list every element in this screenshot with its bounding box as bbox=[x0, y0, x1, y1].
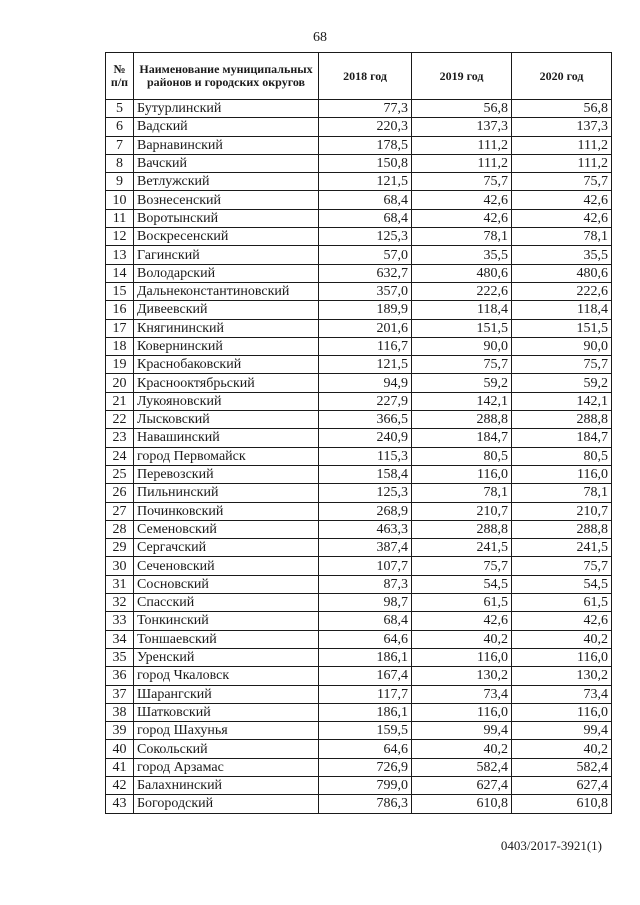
row-number: 17 bbox=[106, 319, 134, 337]
table-row bbox=[106, 100, 612, 118]
table-row bbox=[106, 374, 612, 392]
value-2018: 366,5 bbox=[319, 411, 412, 429]
row-number: 31 bbox=[106, 575, 134, 593]
table-row bbox=[106, 429, 612, 447]
value-2018: 117,7 bbox=[319, 685, 412, 703]
value-2020: 610,8 bbox=[512, 795, 612, 813]
row-number: 22 bbox=[106, 411, 134, 429]
value-2018: 57,0 bbox=[319, 246, 412, 264]
municipality-name: Тоншаевский bbox=[134, 630, 319, 648]
value-2019: 241,5 bbox=[412, 539, 512, 557]
table-row bbox=[106, 703, 612, 721]
value-2018: 799,0 bbox=[319, 776, 412, 794]
table-row bbox=[106, 136, 612, 154]
value-2019: 118,4 bbox=[412, 301, 512, 319]
value-2020: 582,4 bbox=[512, 758, 612, 776]
municipality-name: Сокольский bbox=[134, 740, 319, 758]
value-2019: 288,8 bbox=[412, 520, 512, 538]
value-2019: 627,4 bbox=[412, 776, 512, 794]
value-2020: 61,5 bbox=[512, 594, 612, 612]
value-2018: 87,3 bbox=[319, 575, 412, 593]
value-2020: 42,6 bbox=[512, 209, 612, 227]
value-2019: 73,4 bbox=[412, 685, 512, 703]
table-row bbox=[106, 301, 612, 319]
value-2018: 186,1 bbox=[319, 648, 412, 666]
value-2020: 56,8 bbox=[512, 100, 612, 118]
value-2019: 75,7 bbox=[412, 356, 512, 374]
table-row bbox=[106, 740, 612, 758]
value-2018: 220,3 bbox=[319, 118, 412, 136]
municipality-name: Шарангский bbox=[134, 685, 319, 703]
table-row bbox=[106, 667, 612, 685]
document-code: 0403/2017-3921(1) bbox=[500, 838, 602, 853]
row-number: 32 bbox=[106, 594, 134, 612]
municipality-name: Лукояновский bbox=[134, 392, 319, 410]
municipality-name: Тонкинский bbox=[134, 612, 319, 630]
row-number: 16 bbox=[106, 301, 134, 319]
value-2018: 158,4 bbox=[319, 465, 412, 483]
value-2018: 64,6 bbox=[319, 740, 412, 758]
table-row bbox=[106, 795, 612, 813]
municipality-name: Починковский bbox=[134, 502, 319, 520]
row-number: 21 bbox=[106, 392, 134, 410]
value-2018: 240,9 bbox=[319, 429, 412, 447]
value-2019: 56,8 bbox=[412, 100, 512, 118]
value-2019: 54,5 bbox=[412, 575, 512, 593]
value-2019: 42,6 bbox=[412, 191, 512, 209]
row-number: 39 bbox=[106, 722, 134, 740]
municipality-name: Сосновский bbox=[134, 575, 319, 593]
municipality-name: Шатковский bbox=[134, 703, 319, 721]
table-row bbox=[106, 722, 612, 740]
value-2019: 222,6 bbox=[412, 282, 512, 300]
value-2018: 115,3 bbox=[319, 447, 412, 465]
municipality-name: Вознесенский bbox=[134, 191, 319, 209]
table-row bbox=[106, 484, 612, 502]
header-2020: 2020 год bbox=[512, 53, 612, 100]
value-2020: 111,2 bbox=[512, 136, 612, 154]
municipality-name: Семеновский bbox=[134, 520, 319, 538]
value-2018: 786,3 bbox=[319, 795, 412, 813]
municipality-name: Краснооктябрьский bbox=[134, 374, 319, 392]
value-2019: 40,2 bbox=[412, 630, 512, 648]
municipality-name: Сергачский bbox=[134, 539, 319, 557]
row-number: 34 bbox=[106, 630, 134, 648]
value-2018: 68,4 bbox=[319, 191, 412, 209]
value-2020: 288,8 bbox=[512, 520, 612, 538]
table-header-row bbox=[106, 53, 612, 100]
municipality-name: Балахнинский bbox=[134, 776, 319, 794]
value-2019: 184,7 bbox=[412, 429, 512, 447]
value-2019: 116,0 bbox=[412, 703, 512, 721]
row-number: 20 bbox=[106, 374, 134, 392]
header-2019: 2019 год bbox=[412, 53, 512, 100]
value-2019: 75,7 bbox=[412, 557, 512, 575]
value-2019: 288,8 bbox=[412, 411, 512, 429]
row-number: 23 bbox=[106, 429, 134, 447]
value-2020: 116,0 bbox=[512, 648, 612, 666]
row-number: 9 bbox=[106, 173, 134, 191]
value-2018: 178,5 bbox=[319, 136, 412, 154]
municipality-name: Дивеевский bbox=[134, 301, 319, 319]
value-2018: 94,9 bbox=[319, 374, 412, 392]
value-2020: 99,4 bbox=[512, 722, 612, 740]
value-2020: 42,6 bbox=[512, 191, 612, 209]
table-row bbox=[106, 594, 612, 612]
municipality-name: Вачский bbox=[134, 154, 319, 172]
value-2020: 75,7 bbox=[512, 557, 612, 575]
municipality-name: Воротынский bbox=[134, 209, 319, 227]
table-row bbox=[106, 758, 612, 776]
page-number: 68 bbox=[313, 30, 327, 45]
value-2019: 35,5 bbox=[412, 246, 512, 264]
municipality-name: Лысковский bbox=[134, 411, 319, 429]
value-2019: 78,1 bbox=[412, 484, 512, 502]
row-number: 10 bbox=[106, 191, 134, 209]
row-number: 30 bbox=[106, 557, 134, 575]
value-2019: 78,1 bbox=[412, 228, 512, 246]
row-number: 18 bbox=[106, 337, 134, 355]
row-number: 6 bbox=[106, 118, 134, 136]
value-2019: 480,6 bbox=[412, 264, 512, 282]
value-2020: 210,7 bbox=[512, 502, 612, 520]
table-row bbox=[106, 447, 612, 465]
header-name: Наименование муниципальных районов и городских округов bbox=[134, 53, 319, 100]
table-row bbox=[106, 154, 612, 172]
row-number: 14 bbox=[106, 264, 134, 282]
table-row bbox=[106, 392, 612, 410]
value-2018: 159,5 bbox=[319, 722, 412, 740]
value-2020: 80,5 bbox=[512, 447, 612, 465]
row-number: 5 bbox=[106, 100, 134, 118]
value-2018: 98,7 bbox=[319, 594, 412, 612]
value-2019: 142,1 bbox=[412, 392, 512, 410]
value-2018: 68,4 bbox=[319, 209, 412, 227]
row-number: 25 bbox=[106, 465, 134, 483]
table-row bbox=[106, 246, 612, 264]
value-2020: 40,2 bbox=[512, 630, 612, 648]
municipality-name: Княгининский bbox=[134, 319, 319, 337]
value-2020: 627,4 bbox=[512, 776, 612, 794]
value-2020: 184,7 bbox=[512, 429, 612, 447]
municipality-name: Уренский bbox=[134, 648, 319, 666]
municipality-name: Дальнеконстантиновский bbox=[134, 282, 319, 300]
value-2018: 268,9 bbox=[319, 502, 412, 520]
row-number: 35 bbox=[106, 648, 134, 666]
value-2019: 610,8 bbox=[412, 795, 512, 813]
value-2019: 130,2 bbox=[412, 667, 512, 685]
municipality-name: Краснобаковский bbox=[134, 356, 319, 374]
value-2019: 80,5 bbox=[412, 447, 512, 465]
table-row bbox=[106, 539, 612, 557]
header-number: № п/п bbox=[106, 53, 134, 100]
municipality-name: Бутурлинский bbox=[134, 100, 319, 118]
value-2020: 35,5 bbox=[512, 246, 612, 264]
value-2018: 116,7 bbox=[319, 337, 412, 355]
value-2019: 59,2 bbox=[412, 374, 512, 392]
value-2018: 726,9 bbox=[319, 758, 412, 776]
value-2020: 78,1 bbox=[512, 228, 612, 246]
value-2018: 632,7 bbox=[319, 264, 412, 282]
table-row bbox=[106, 502, 612, 520]
row-number: 24 bbox=[106, 447, 134, 465]
row-number: 29 bbox=[106, 539, 134, 557]
value-2020: 111,2 bbox=[512, 154, 612, 172]
value-2018: 387,4 bbox=[319, 539, 412, 557]
value-2019: 116,0 bbox=[412, 465, 512, 483]
value-2020: 75,7 bbox=[512, 173, 612, 191]
table-row bbox=[106, 191, 612, 209]
value-2019: 116,0 bbox=[412, 648, 512, 666]
municipality-name: город Шахунья bbox=[134, 722, 319, 740]
table-row bbox=[106, 209, 612, 227]
row-number: 13 bbox=[106, 246, 134, 264]
row-number: 26 bbox=[106, 484, 134, 502]
value-2018: 167,4 bbox=[319, 667, 412, 685]
value-2018: 189,9 bbox=[319, 301, 412, 319]
municipality-name: Навашинский bbox=[134, 429, 319, 447]
table-row bbox=[106, 557, 612, 575]
value-2019: 42,6 bbox=[412, 209, 512, 227]
value-2020: 222,6 bbox=[512, 282, 612, 300]
row-number: 43 bbox=[106, 795, 134, 813]
value-2019: 42,6 bbox=[412, 612, 512, 630]
value-2019: 90,0 bbox=[412, 337, 512, 355]
value-2018: 64,6 bbox=[319, 630, 412, 648]
table-row bbox=[106, 685, 612, 703]
value-2018: 121,5 bbox=[319, 173, 412, 191]
table-row bbox=[106, 337, 612, 355]
value-2018: 201,6 bbox=[319, 319, 412, 337]
value-2019: 137,3 bbox=[412, 118, 512, 136]
row-number: 42 bbox=[106, 776, 134, 794]
municipality-name: Ковернинский bbox=[134, 337, 319, 355]
value-2019: 582,4 bbox=[412, 758, 512, 776]
table-row bbox=[106, 776, 612, 794]
municipality-name: город Первомайск bbox=[134, 447, 319, 465]
value-2019: 111,2 bbox=[412, 136, 512, 154]
value-2020: 130,2 bbox=[512, 667, 612, 685]
table-row bbox=[106, 465, 612, 483]
row-number: 28 bbox=[106, 520, 134, 538]
table-row bbox=[106, 612, 612, 630]
municipality-name: Ветлужский bbox=[134, 173, 319, 191]
table-row bbox=[106, 264, 612, 282]
value-2020: 137,3 bbox=[512, 118, 612, 136]
municipality-name: город Арзамас bbox=[134, 758, 319, 776]
municipality-name: Спасский bbox=[134, 594, 319, 612]
value-2020: 90,0 bbox=[512, 337, 612, 355]
table-row bbox=[106, 520, 612, 538]
value-2019: 210,7 bbox=[412, 502, 512, 520]
value-2020: 40,2 bbox=[512, 740, 612, 758]
value-2018: 121,5 bbox=[319, 356, 412, 374]
value-2019: 151,5 bbox=[412, 319, 512, 337]
value-2020: 118,4 bbox=[512, 301, 612, 319]
value-2020: 75,7 bbox=[512, 356, 612, 374]
row-number: 27 bbox=[106, 502, 134, 520]
table-row bbox=[106, 228, 612, 246]
value-2019: 40,2 bbox=[412, 740, 512, 758]
municipality-name: Перевозский bbox=[134, 465, 319, 483]
value-2018: 186,1 bbox=[319, 703, 412, 721]
municipality-name: Варнавинский bbox=[134, 136, 319, 154]
value-2018: 125,3 bbox=[319, 484, 412, 502]
value-2019: 99,4 bbox=[412, 722, 512, 740]
row-number: 41 bbox=[106, 758, 134, 776]
table-row bbox=[106, 630, 612, 648]
table-row bbox=[106, 282, 612, 300]
table-row bbox=[106, 411, 612, 429]
value-2018: 68,4 bbox=[319, 612, 412, 630]
municipality-name: Воскресенский bbox=[134, 228, 319, 246]
row-number: 15 bbox=[106, 282, 134, 300]
table-row bbox=[106, 575, 612, 593]
table-row bbox=[106, 173, 612, 191]
value-2020: 151,5 bbox=[512, 319, 612, 337]
budget-table bbox=[105, 52, 612, 814]
table-row bbox=[106, 118, 612, 136]
value-2018: 463,3 bbox=[319, 520, 412, 538]
value-2020: 241,5 bbox=[512, 539, 612, 557]
value-2020: 116,0 bbox=[512, 703, 612, 721]
value-2020: 480,6 bbox=[512, 264, 612, 282]
row-number: 19 bbox=[106, 356, 134, 374]
value-2019: 111,2 bbox=[412, 154, 512, 172]
municipality-name: город Чкаловск bbox=[134, 667, 319, 685]
header-2018: 2018 год bbox=[319, 53, 412, 100]
row-number: 36 bbox=[106, 667, 134, 685]
value-2020: 42,6 bbox=[512, 612, 612, 630]
value-2018: 227,9 bbox=[319, 392, 412, 410]
value-2019: 61,5 bbox=[412, 594, 512, 612]
value-2018: 357,0 bbox=[319, 282, 412, 300]
value-2020: 59,2 bbox=[512, 374, 612, 392]
municipality-name: Вадский bbox=[134, 118, 319, 136]
value-2020: 288,8 bbox=[512, 411, 612, 429]
value-2020: 142,1 bbox=[512, 392, 612, 410]
value-2019: 75,7 bbox=[412, 173, 512, 191]
municipality-name: Сеченовский bbox=[134, 557, 319, 575]
row-number: 12 bbox=[106, 228, 134, 246]
municipality-name: Богородский bbox=[134, 795, 319, 813]
row-number: 38 bbox=[106, 703, 134, 721]
row-number: 40 bbox=[106, 740, 134, 758]
value-2018: 125,3 bbox=[319, 228, 412, 246]
table-row bbox=[106, 319, 612, 337]
row-number: 33 bbox=[106, 612, 134, 630]
table-body bbox=[106, 100, 612, 814]
value-2020: 78,1 bbox=[512, 484, 612, 502]
municipality-name: Володарский bbox=[134, 264, 319, 282]
value-2020: 54,5 bbox=[512, 575, 612, 593]
table-row bbox=[106, 648, 612, 666]
value-2020: 73,4 bbox=[512, 685, 612, 703]
value-2018: 150,8 bbox=[319, 154, 412, 172]
value-2020: 116,0 bbox=[512, 465, 612, 483]
row-number: 37 bbox=[106, 685, 134, 703]
value-2018: 77,3 bbox=[319, 100, 412, 118]
row-number: 8 bbox=[106, 154, 134, 172]
row-number: 7 bbox=[106, 136, 134, 154]
table-row bbox=[106, 356, 612, 374]
municipality-name: Пильнинский bbox=[134, 484, 319, 502]
municipality-name: Гагинский bbox=[134, 246, 319, 264]
value-2018: 107,7 bbox=[319, 557, 412, 575]
row-number: 11 bbox=[106, 209, 134, 227]
